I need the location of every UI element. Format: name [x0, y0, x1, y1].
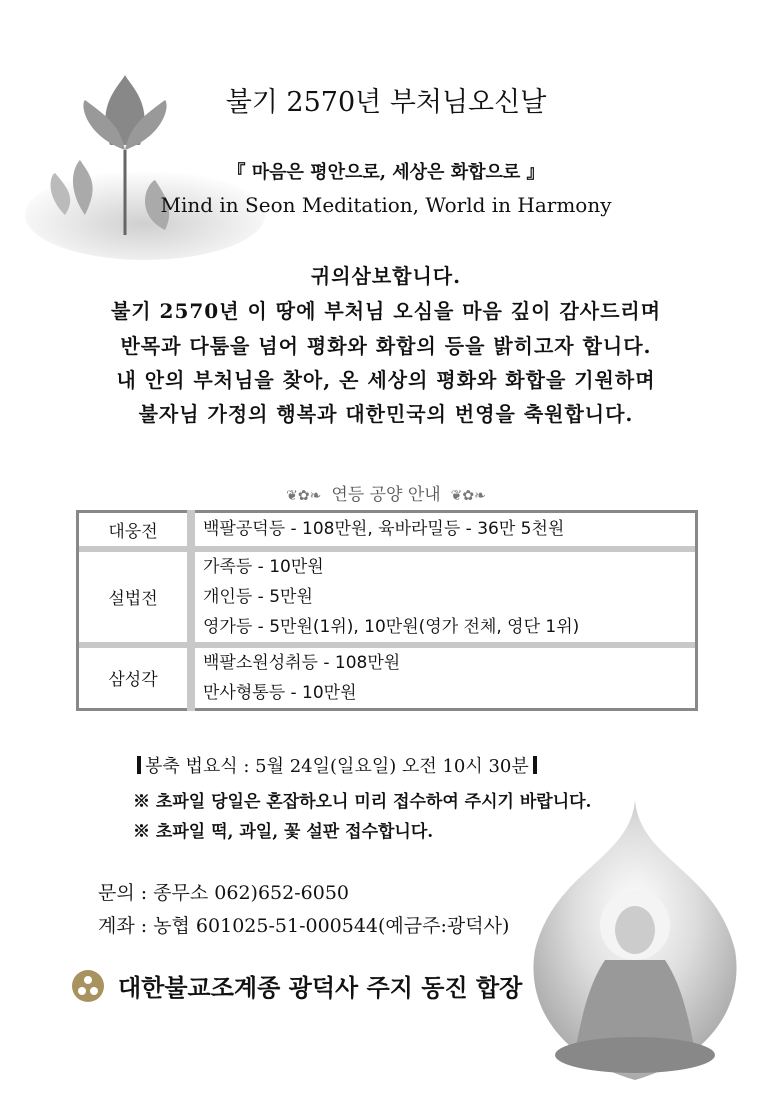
section-title: [0, 480, 772, 505]
notice: ※ 초파일 떡, 과일, 꽃 설판 접수합니다.: [133, 822, 434, 842]
greeting-line: 반목과 다툼을 넘어 평화와 화합의 등을 밝히고자 합니다.: [120, 334, 652, 358]
jogye-order-logo-icon: [72, 970, 104, 1002]
lotus-ornament-icon: ❦✿❧: [286, 488, 322, 504]
slogan-korean: 『 마음은 평안으로, 세상은 화합으로 』: [227, 162, 545, 183]
greeting-line: 내 안의 부처님을 찾아, 온 세상의 평화와 화합을 기원하며: [116, 368, 656, 392]
hall-name: 삼성각: [78, 648, 192, 710]
offering-item: 백팔소원성취등 - 108만원: [203, 652, 401, 673]
buddha-illustration: [525, 800, 745, 1090]
slogan-english: Mind in Seon Meditation, World in Harmony: [160, 193, 612, 217]
table-row: [78, 648, 697, 710]
offering-item: 개인등 - 5만원: [203, 586, 313, 607]
notice: ※ 초파일 당일은 혼잡하오니 미리 접수하여 주시기 바랍니다.: [133, 792, 592, 812]
table-row: [78, 512, 697, 546]
offering-item: 가족등 - 10만원: [203, 556, 324, 577]
offering-item: 백팔공덕등 - 108만원, 육바라밀등 - 36만 5천원: [203, 519, 565, 540]
hall-name: 설법전: [78, 552, 192, 642]
section-title-text: 연등 공양 안내: [331, 485, 441, 505]
ceremony-info: [133, 752, 541, 778]
offering-item: 만사형통등 - 10만원: [203, 682, 357, 703]
inquiry-contact: 문의 : 종무소 062)652-6050: [98, 882, 350, 904]
greeting-line: 불기 2570년 이 땅에 부처님 오심을 마음 깊이 감사드리며: [110, 299, 662, 323]
signature-line: [72, 968, 522, 1003]
greeting-line: 불자님 가정의 행복과 대한민국의 번영을 축원합니다.: [138, 402, 634, 426]
bar-mark-icon: [137, 756, 141, 774]
signature-text: 대한불교조계종 광덕사 주지 동진 합장: [118, 973, 523, 1002]
greeting-line: 귀의삼보합니다.: [310, 264, 462, 288]
bank-account: 계좌 : 농협 601025-51-000544(예금주:광덕사): [98, 915, 510, 937]
bar-mark-icon: [533, 756, 537, 774]
lotus-ornament-icon: ❦✿❧: [450, 488, 486, 504]
table-row: [78, 552, 697, 642]
page-title: 불기 2570년 부처님오신날: [225, 87, 547, 118]
ceremony-text: 봉축 법요식 : 5월 24일(일요일) 오전 10시 30분: [145, 756, 529, 777]
lantern-offering-table: [76, 510, 698, 711]
hall-name: 대웅전: [78, 512, 192, 546]
offering-item: 영가등 - 5만원(1위), 10만원(영가 전체, 영단 1위): [203, 616, 580, 637]
